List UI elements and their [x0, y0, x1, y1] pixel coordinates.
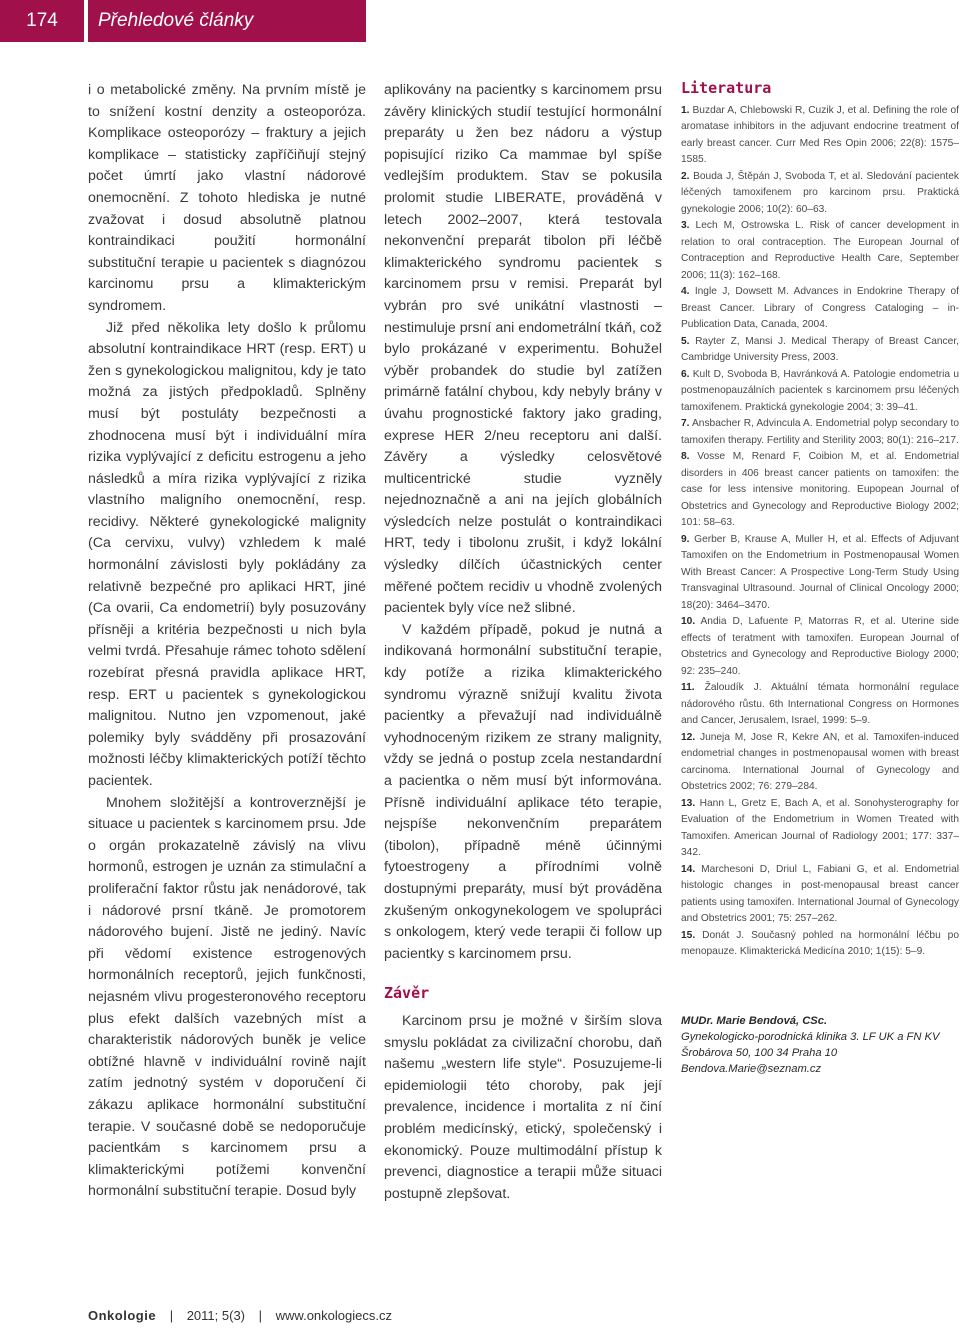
reference-item [681, 367, 959, 417]
paragraph: Mnohem složitější a kontroverznější je situace u pacientek s karcinomem prsu. Jde o orgán prokazatelně závislý na vlivu hormonů, estrogen je uznán za stimulační a proliferační faktor růstu jak nenádorové, tak i nádorové prsní tkáně. Je promotorem nádorového bujení. Jistě ne jediný. Navíc při vědomí existence estrogenových hormonálních receptorů, jejich funkčnosti, nejasném vlivu progesteronového receptoru plus efekt dalších vazebných míst a charakteristik nádorových buněk je velice obtížné hlavně v individuální rovině najít zatím jednotný systém v doporučení či zákazu aplikace hormonální substituční terapie. V současné době se nedoporučuje pacientkám s karcinomem prsu a klimakterickými potížemi konvenční hormonální substituční terapie. Dosud byly [88, 794, 366, 1200]
text-column-left [88, 80, 366, 1203]
reference-number: 11. [681, 682, 695, 693]
reference-text: Hann L, Gretz E, Bach A, et al. Sonohysterography for Evaluation of the Endometrium in Women Treated with Tamoxifen. American Journal of Radiology 2001; 177: 337–342. [681, 797, 959, 858]
reference-text: Marchesoni D, Driul L, Fabiani G, et al. Endometrial histologic changes in post-menopausal breast cancer patients using tamoxifen. International Journal of Gynecology and Obstetrics 2001; 75: 257–262. [681, 863, 959, 924]
reference-number: 1. [681, 104, 690, 116]
author-name: MUDr. Marie Bendová, CSc. [681, 1014, 828, 1027]
references-list [681, 103, 959, 961]
reference-number: 12. [681, 731, 696, 743]
reference-item [681, 532, 959, 615]
reference-text: Ingle J, Dowsett M. Advances in Endokrine Therapy of Breast Cancer. Library of Congress Cataloging – in-Publication Data, Canada, 2004. [681, 286, 959, 330]
reference-item [681, 796, 959, 862]
reference-text: Gerber B, Krause A, Muller H, et al. Effects of Adjuvant Tamoxifen on the Endometrium in Postmenopausal Women With Breast Cancer: A Prospective Long-Term Study Using Transvaginal Ultrasound. Journal of Clinical Oncology 2000; 18(20): 3464–3470. [681, 533, 959, 611]
footer-separator: | [169, 1308, 174, 1323]
reference-number: 7. [681, 418, 690, 429]
reference-number: 4. [681, 286, 690, 297]
author-affiliation: Gynekologicko-porodnická klinika 3. LF UK a FN KV [681, 1030, 940, 1043]
paragraph: V každém případě, pokud je nutná a indikovaná hormonální substituční terapie, kdy potíže a rizika klimakterického syndromu výrazně snižují kvalitu života pacientky a převažují nad individuálně vyhodnoceným rizikem ze strany malignity, vždy se jedná o postup zcela nestandardní a pacientka o něm musí být informována. Přísně individuální aplikace této terapie, nejspíše nekonvenčním preparátem (tibolon), případně méně účinnými fytoestrogeny a přírodními volně dostupnými preparáty, musí být prováděna zkušeným onkogynekologem ve spolupráci s onkologem, který vede terapii či follow up pacientky s karcinomem prsu. [384, 621, 662, 962]
reference-item [681, 218, 959, 284]
text-column-middle [384, 80, 662, 1205]
reference-text: Donát J. Současný pohled na hormonální léčbu po menopauze. Klimakterická Medicína 2010; 1(15): 5–9. [681, 929, 959, 957]
page-number: 174 [0, 0, 84, 42]
reference-number: 8. [681, 451, 690, 462]
reference-item [681, 730, 959, 796]
reference-text: Rayter Z, Mansi J. Medical Therapy of Breast Cancer, Cambridge University Press, 2003. [681, 335, 959, 363]
author-block [681, 1013, 959, 1077]
reference-text: Ansbacher R, Advincula A. Endometrial polyp secondary to tamoxifen therapy. Fertility and Sterility 2003; 80(1): 216–217. [681, 418, 959, 446]
reference-text: Buzdar A, Chlebowski R, Cuzik J, et al. Defining the role of aromatase inhibitors in the adjuvant endocrine treatment of early breast cancer. Curr Med Res Opin 2006; 22(8): 1575–1585. [681, 104, 959, 165]
reference-item [681, 284, 959, 334]
references-column [681, 80, 959, 1077]
reference-number: 15. [681, 929, 696, 941]
reference-number: 10. [681, 616, 696, 627]
footer-issue: 2011; 5(3) [186, 1308, 245, 1323]
reference-text: Juneja M, Jose R, Kekre AN, et al. Tamoxifen-induced endometrial changes in postmenopausal women with breast carcinoma. International Journal of Gynecology and Obstetrics 2002; 76: 279–284. [681, 731, 959, 792]
paragraph: Karcinom prsu je možné v širším slova smyslu pokládat za civilizační chorobu, daň našemu „western life style“. Posuzujeme-li epidemiologii této choroby, pak její prevalence, incidence i mortalita z ní činí problém medicínský, etický, společenský i ekonomický. Pouze multimodální přístup k prevenci, diagnostice a terapii může situaci postupně zlepšovat. [384, 1012, 662, 1202]
reference-item [681, 862, 959, 928]
reference-item [681, 614, 959, 680]
page-footer [88, 1308, 392, 1323]
reference-text: Lech M, Ostrowska L. Risk of cancer development in relation to oral contraception. The European Journal of Contraception and Reproductive Health Care, September 2006; 11(3): 162–168. [681, 220, 959, 281]
reference-text: Bouda J, Štěpán J, Svoboda T, et al. Sledování pacientek léčených tamoxifenem pro karcinom prsu. Praktická gynekologie 2006; 10(2): 60–63. [681, 170, 959, 215]
reference-number: 9. [681, 533, 690, 545]
page-header [0, 0, 960, 42]
conclusion-heading: Závěr [384, 984, 430, 1003]
reference-number: 6. [681, 368, 690, 380]
paragraph: i o metabolické změny. Na prvním místě je to snížení kostní denzity a osteoporóza. Komplikace osteoporózy – fraktury a jejich komplikace – statisticky zapříčiňují stejný počet úmrtí jako vlastní nádorové onemocnění. Z tohoto hlediska je nutné zvažovat i dosud absolutně platnou kontraindikaci použití hormonální substituční terapie u pacientek s diagnózou karcinomu prsu a klimakterickým syndromem. [88, 82, 366, 314]
reference-number: 5. [681, 335, 690, 347]
reference-item [681, 416, 959, 449]
reference-number: 2. [681, 170, 690, 182]
reference-text: Žaloudík J. Aktuální témata hormonální regulace nádorového růstu. 6th International Congress on Hormones and Cancer, Jerusalem, Israel, 1999: 5–9. [681, 682, 959, 726]
reference-item [681, 928, 959, 961]
author-address: Šrobárova 50, 100 34 Praha 10 [681, 1046, 838, 1059]
author-email: Bendova.Marie@seznam.cz [681, 1062, 822, 1075]
reference-item [681, 169, 959, 219]
reference-text: Vosse M, Renard F, Coibion M, et al. Endometrial disorders in 406 breast cancer patients on tamoxifen: the case for less intensive monitoring. Eupopean Journal of Obstetrics and Gynecology and Reproductive Biology 2002; 101: 58–63. [681, 451, 959, 528]
reference-item [681, 334, 959, 367]
reference-text: Andia D, Lafuente P, Matorras R, et al. Uterine side effects of teratment with tamoxifen. European Journal of Obstetrics and Gynecology and Reproductive Biology 2000; 92: 235–240. [681, 616, 959, 677]
paragraph: Již před několika lety došlo k průlomu absolutní kontraindikace HRT (resp. ERT) u žen s gynekologickou malignitou, kdy je tato možná za jistých předpokladů. Splněny musí být postuláty bezpečnosti a zhodnocena musí být i individuální míra rizika vyplývající z deficitu estrogenu a jeho následků a míra rizika vyplývající z rizika vlastního maligního onemocnění, resp. recidivy. Některé gynekologické malignity (Ca cervixu, vulvy) vzhledem k malé hormonální závislosti byly pokládány za relativně bezpečné pro aplikaci HRT, jiné (Ca ovarii, Ca endometrií) byly posuzovány přísněji a kritéria bezpečnosti u nich byla velmi tvrdá. Přesahuje rámec tohoto sdělení rozebírat přesná pravidla aplikace HRT, resp. ERT u pacientek s gynekologickou malignitou. Nutno jen vzpomenout, jaké polemiky byly svádděny při prosazování možnosti léčby klimakterických potíží těchto pacientek. [88, 319, 366, 789]
paragraph: aplikovány na pacientky s karcinomem prsu závěry klinických studií testující hormonální preparáty u žen bez nádoru a výstup popisující riziko Ca mammae byl spíše vedlejším produktem. Stav se pokusila prolomit studie LIBERATE, prováděná v letech 2002–2007, která testovala nekonvenční preparát tibolon při léčbě klimakterického syndromu pacientek s karcinomem prsu v remisi. Preparát byl vybrán pro své unikátní vlastnosti – nestimuluje prsní ani endometrální tkáň, což bylo prokázané v experimentu. Bohužel výběr probandek do studie byl zatížen primárně fatální chybou, kdy nebyly brány v úvahu prognostické faktory jako grading, exprese HER 2/neu receptoru ani další. Závěry a výsledky celosvětové multicentrické studie vyzněly nejednoznačně a ani na jejích globálních výsledcích nelze postulát o kontraindikaci HRT, tedy i tibolonu zrušit, i když lokální výsledky dílčích účastnických center měřené počtem recidiv u vhodně zvolených pacientek byly více než slibné. [384, 82, 662, 617]
references-heading: Literatura [681, 79, 772, 97]
reference-number: 3. [681, 220, 690, 231]
footer-journal: Onkologie [88, 1308, 157, 1323]
reference-number: 13. [681, 797, 696, 809]
reference-text: Kult D, Svoboda B, Havránková A. Patologie endometria u postmenopauzálních pacientek s karcinomem prsu léčených tamoxifenem. Praktická gynekologie 2004; 3: 39–41. [681, 368, 959, 413]
reference-item [681, 103, 959, 169]
reference-item [681, 680, 959, 730]
section-title: Přehledové články [88, 0, 366, 42]
footer-separator: | [258, 1308, 263, 1323]
footer-website: www.onkologiecs.cz [275, 1308, 392, 1323]
reference-number: 14. [681, 863, 696, 875]
reference-item [681, 449, 959, 532]
